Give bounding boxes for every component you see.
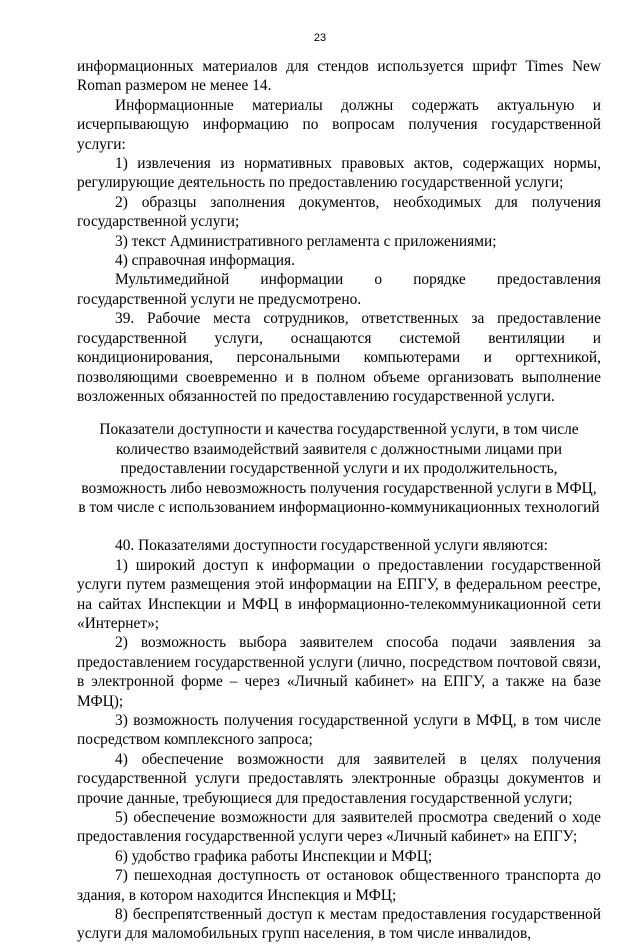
page-number: 23 (313, 32, 327, 44)
paragraph-39: 39. Рабочие места сотрудников, ответственных за предоставление государственной услуги, оснащаются системой вентиляции и кондиционирования, персональными компьютерами и оргтехникой, позволяющими своевременно и в полном объеме организовать выполнение возложенных обязанностей по предоставлению государственной услуги. (77, 310, 601, 405)
list-item-1: 1) широкий доступ к информации о предоставлении государственной услуги путем размещения этой информации на ЕПГУ, в федеральном реестре, на сайтах Инспекции и МФЦ в информационно-телекоммуникационной сети «Интернет»; (77, 556, 601, 632)
document-body (77, 57, 601, 944)
list-item-7: 7) пешеходная доступность от остановок общественного транспорта до здания, в котором находится Инспекция и МФЦ; (77, 867, 601, 904)
paragraph-info-materials: Информационные материалы должны содержать актуальную и исчерпывающую информацию по вопросам получения государственной услуги: (77, 96, 601, 153)
list-item-6: 6) удобство графика работы Инспекции и МФЦ; (115, 847, 433, 865)
list-item-4: 4) справочная информация. (115, 252, 295, 270)
paragraph-40: 40. Показателями доступности государственной услуги являются: (115, 537, 548, 555)
list-item-3: 3) текст Административного регламента с приложениями; (115, 232, 497, 250)
paragraph-multimedia: Мультимедийной информации о порядке предоставления государственной услуги не предусмотрено. (77, 271, 601, 308)
list-item-1: 1) извлечения из нормативных правовых актов, содержащих нормы, регулирующие деятельность по предоставлению государственной услуги; (77, 155, 601, 192)
list-item-2: 2) образцы заполнения документов, необходимых для получения государственной услуги; (77, 193, 601, 231)
paragraph-continuation: информационных материалов для стендов используется шрифт Times New Roman размером не менее 14. (77, 58, 601, 95)
section-heading: Показатели доступности и качества государственной услуги, в том числе количество взаимодействий заявителя с должностными лицами при предоставлении государственной услуги и их продолжительность, возможность либо невозможность получения государственной услуги в МФЦ, в том числе с использованием информационно-коммуникационных технологий (78, 421, 600, 516)
list-item-3: 3) возможность получения государственной услуги в МФЦ, в том числе посредством комплексного запроса; (77, 712, 601, 749)
list-item-4: 4) обеспечение возможности для заявителей в целях получения государственной услуги предоставлять электронные образцы документов и прочие данные, требующиеся для предоставления государственной услуги; (77, 750, 601, 807)
list-item-5: 5) обеспечение возможности для заявителей просмотра сведений о ходе предоставления государственной услуги через «Личный кабинет» на ЕПГУ; (77, 809, 601, 846)
list-item-2: 2) возможность выбора заявителем способа подачи заявления за предоставлением государственной услуги (лично, посредством почтовой связи, в электронной форме – через «Личный кабинет» на ЕПГУ, а также на базе МФЦ); (77, 634, 601, 710)
list-item-8: 8) беспрепятственный доступ к местам предоставления государственной услуги для маломобильных групп населения, в том числе инвалидов, (77, 906, 601, 943)
